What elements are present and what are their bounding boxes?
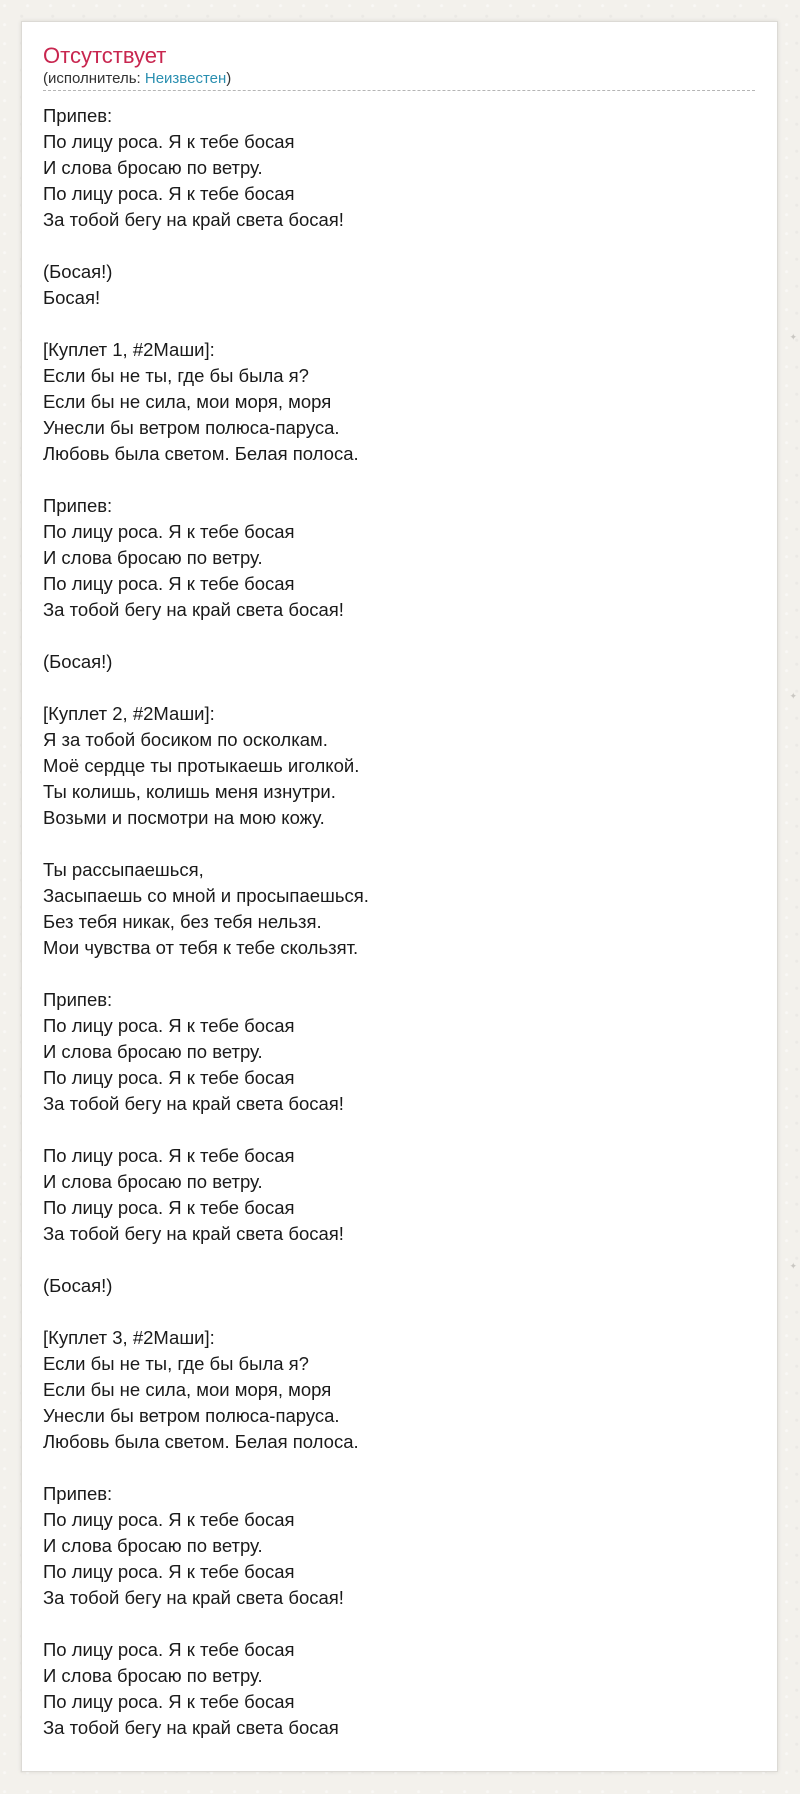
lyric-line: Унесли бы ветром полюса-паруса.	[43, 1405, 340, 1426]
lyric-line: Засыпаешь со мной и просыпаешься.	[43, 885, 369, 906]
lyric-line: По лицу роса. Я к тебе босая	[43, 1015, 295, 1036]
lyric-line: За тобой бегу на край света босая!	[43, 1093, 344, 1114]
lyric-line: Любовь была светом. Белая полоса.	[43, 1431, 359, 1452]
lyric-line: По лицу роса. Я к тебе босая	[43, 1509, 295, 1530]
stanza-break	[43, 623, 755, 649]
lyric-line: [Куплет 1, #2Маши]:	[43, 339, 215, 360]
lyric-line: [Куплет 2, #2Маши]:	[43, 703, 215, 724]
stanza-break	[43, 1299, 755, 1325]
background-speck-top: ✦	[789, 332, 797, 342]
lyric-line: (Босая!)	[43, 651, 113, 672]
lyric-line: По лицу роса. Я к тебе босая	[43, 521, 295, 542]
lyric-line: Если бы не сила, мои моря, моря	[43, 1379, 332, 1400]
lyric-line: Любовь была светом. Белая полоса.	[43, 443, 359, 464]
lyric-line: Припев:	[43, 989, 113, 1010]
lyric-line: За тобой бегу на край света босая	[43, 1717, 339, 1738]
song-title: Отсутствует	[43, 43, 167, 68]
stanza-break	[43, 1247, 755, 1273]
artist-link[interactable]: Неизвестен	[144, 70, 227, 87]
lyric-line: По лицу роса. Я к тебе босая	[43, 1145, 295, 1166]
lyric-line: По лицу роса. Я к тебе босая	[43, 1067, 295, 1088]
stanza-break	[43, 1611, 755, 1637]
lyric-line: И слова бросаю по ветру.	[43, 547, 263, 568]
stanza-break	[43, 675, 755, 701]
lyric-line: (Босая!)	[43, 1275, 113, 1296]
artist-prefix: (исполнитель:	[43, 70, 145, 87]
lyric-line: По лицу роса. Я к тебе босая	[43, 573, 295, 594]
stanza-break	[43, 311, 755, 337]
lyric-line: По лицу роса. Я к тебе босая	[43, 1691, 295, 1712]
lyric-line: За тобой бегу на край света босая!	[43, 209, 344, 230]
lyric-line: Припев:	[43, 105, 113, 126]
lyric-line: Если бы не ты, где бы была я?	[43, 1353, 309, 1374]
lyric-line: (Босая!)	[43, 261, 113, 282]
lyric-line: По лицу роса. Я к тебе босая	[43, 1561, 295, 1582]
lyric-line: [Куплет 3, #2Маши]:	[43, 1327, 215, 1348]
stanza-break	[43, 467, 755, 493]
lyric-line: Я за тобой босиком по осколкам.	[43, 729, 328, 750]
artist-line	[43, 70, 755, 91]
stanza-break	[43, 961, 755, 987]
lyric-line: Ты колишь, колишь меня изнутри.	[43, 781, 336, 802]
lyric-line: Ты рассыпаешься,	[43, 859, 204, 880]
lyric-line: За тобой бегу на край света босая!	[43, 1587, 344, 1608]
lyric-line: Если бы не сила, мои моря, моря	[43, 391, 332, 412]
lyric-line: По лицу роса. Я к тебе босая	[43, 1639, 295, 1660]
background-speck-bottom: ✦	[789, 1261, 797, 1271]
lyric-line: Припев:	[43, 1483, 113, 1504]
stanza-break	[43, 831, 755, 857]
lyric-line: Мои чувства от тебя к тебе скользят.	[43, 937, 359, 958]
lyric-line: За тобой бегу на край света босая!	[43, 1223, 344, 1244]
lyric-line: Унесли бы ветром полюса-паруса.	[43, 417, 340, 438]
lyric-line: По лицу роса. Я к тебе босая	[43, 131, 295, 152]
stanza-break	[43, 233, 755, 259]
lyric-line: И слова бросаю по ветру.	[43, 1171, 263, 1192]
lyric-line: И слова бросаю по ветру.	[43, 1535, 263, 1556]
lyric-line: Моё сердце ты протыкаешь иголкой.	[43, 755, 360, 776]
stanza-break	[43, 1455, 755, 1481]
lyric-line: Припев:	[43, 495, 113, 516]
lyric-line: Без тебя никак, без тебя нельзя.	[43, 911, 322, 932]
artist-suffix: )	[226, 70, 232, 87]
lyrics-body	[43, 103, 755, 1741]
lyric-line: И слова бросаю по ветру.	[43, 1665, 263, 1686]
background-speck-middle: ✦	[789, 691, 797, 701]
lyric-line: И слова бросаю по ветру.	[43, 1041, 263, 1062]
stanza-break	[43, 1117, 755, 1143]
lyric-line: За тобой бегу на край света босая!	[43, 599, 344, 620]
lyric-line: Если бы не ты, где бы была я?	[43, 365, 309, 386]
lyrics-card	[21, 21, 778, 1772]
lyric-line: И слова бросаю по ветру.	[43, 157, 263, 178]
lyric-line: По лицу роса. Я к тебе босая	[43, 183, 295, 204]
lyric-line: По лицу роса. Я к тебе босая	[43, 1197, 295, 1218]
lyric-line: Возьми и посмотри на мою кожу.	[43, 807, 325, 828]
lyric-line: Босая!	[43, 287, 101, 308]
